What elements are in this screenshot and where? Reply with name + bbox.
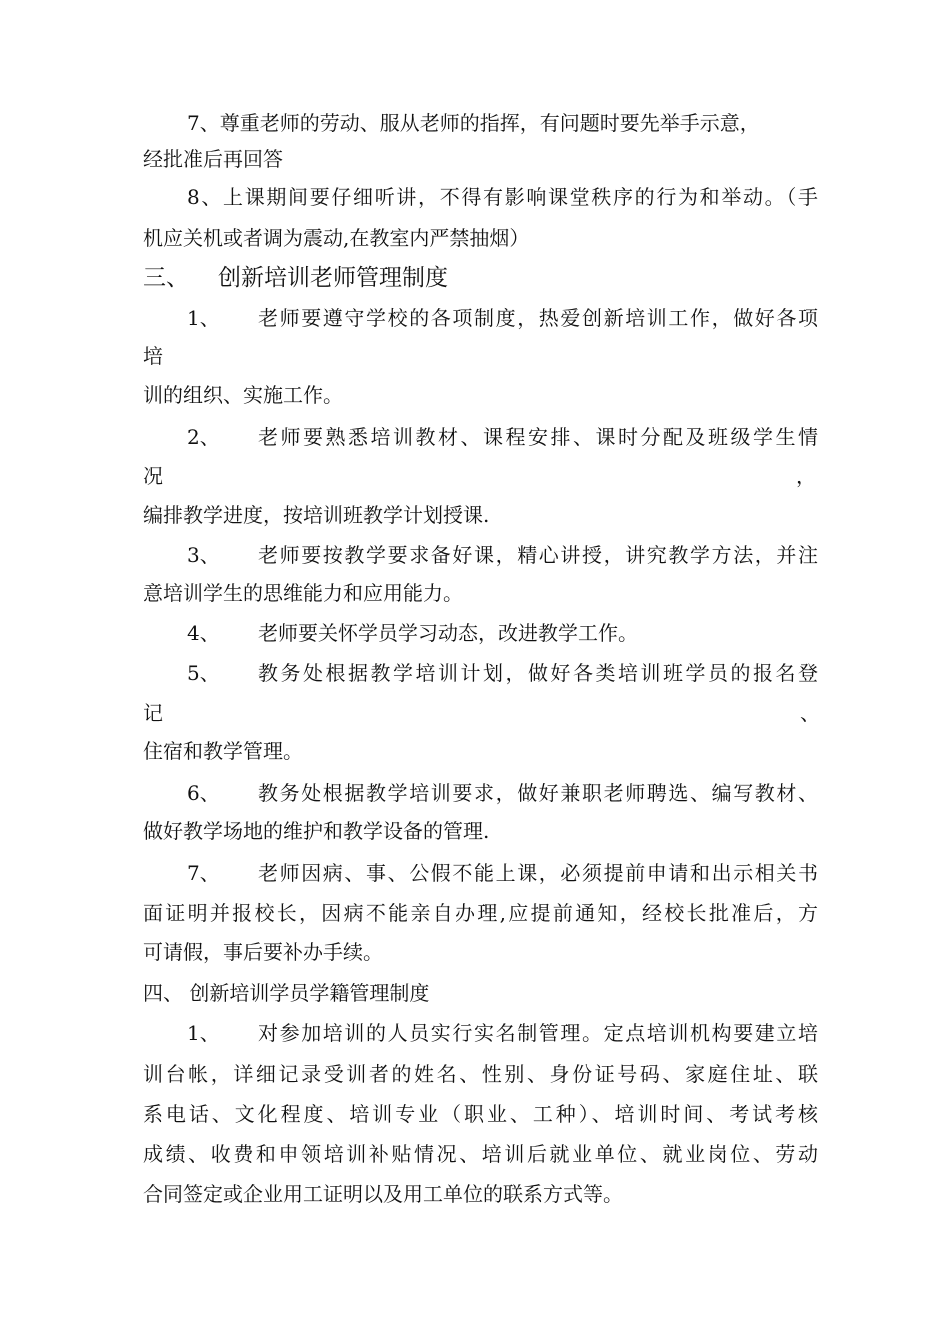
s3-item-5-line-2: 记 [143,701,163,725]
rule-8-line-1: 8、上课期间要仔细听讲，不得有影响课堂秩序的行为和举动。（手 [187,185,818,209]
section-3-number: 三、 [143,265,189,291]
s3-item-2-line-3: 编排教学进度，按培训班教学计划授课. [143,503,490,527]
s3-item-6-number: 6、 [187,781,220,805]
s3-item-5-line-1: 教务处根据教学培训计划，做好各类培训班学员的报名登 [258,661,818,685]
s3-item-4-line-1: 老师要关怀学员学习动态，改进教学工作。 [258,621,638,645]
rule-7-line-1: 7、尊重老师的劳动、服从老师的指挥，有问题时要先举手示意， [187,111,760,135]
s3-item-3-number: 3、 [187,543,220,567]
section-4-heading: 四、 创新培训学员学籍管理制度 [143,981,430,1005]
s4-item-1-line-2: 训台帐，详细记录受训者的姓名、性别、身份证号码、家庭住址、联 [143,1062,818,1086]
s3-item-7-line-3: 可请假，事后要补办手续。 [143,940,383,964]
s3-item-5-number: 5、 [187,661,220,685]
rule-7-line-2: 经批准后再回答 [143,147,283,171]
s3-item-7-number: 7、 [187,861,220,885]
s3-item-5-trailing-punct: 、 [800,701,820,725]
s4-item-1-line-1: 对参加培训的人员实行实名制管理。定点培训机构要建立培 [258,1021,818,1045]
s4-item-1-line-3: 系电话、文化程度、培训专业（职业、工种）、培训时间、考试考核 [143,1102,818,1126]
s4-item-1-line-5: 合同签定或企业用工证明以及用工单位的联系方式等。 [143,1182,623,1206]
s4-item-1-number: 1、 [187,1021,220,1045]
s3-item-1-line-3: 训的组织、实施工作。 [143,383,343,407]
s3-item-6-line-1: 教务处根据教学培训要求，做好兼职老师聘选、编写教材、 [258,781,818,805]
s3-item-6-line-2: 做好教学场地的维护和教学设备的管理. [143,819,490,843]
s3-item-1-line-2: 培 [143,344,163,368]
s3-item-5-line-3: 住宿和教学管理。 [143,739,303,763]
s4-item-1-line-4: 成绩、收费和申领培训补贴情况、培训后就业单位、就业岗位、劳动 [143,1142,818,1166]
s3-item-2-line-2: 况 [143,464,163,488]
s3-item-7-line-1: 老师因病、事、公假不能上课，必须提前申请和出示相关书 [258,861,818,885]
section-3-title: 创新培训老师管理制度 [218,265,448,291]
s3-item-1-line-1: 老师要遵守学校的各项制度，热爱创新培训工作，做好各项 [258,306,818,330]
s3-item-3-line-1: 老师要按教学要求备好课，精心讲授，讲究教学方法，并注 [258,543,818,567]
s3-item-2-trailing-punct: ， [796,464,816,488]
s3-item-3-line-2: 意培训学生的思维能力和应用能力。 [143,581,463,605]
s3-item-4-number: 4、 [187,621,220,645]
rule-8-line-2: 机应关机或者调为震动,在教室内严禁抽烟） [143,226,530,250]
s3-item-2-line-1: 老师要熟悉培训教材、课程安排、课时分配及班级学生情 [258,425,818,449]
s3-item-1-number: 1、 [187,306,220,330]
s3-item-7-line-2: 面证明并报校长，因病不能亲自办理,应提前通知，经校长批准后，方 [143,901,818,925]
s3-item-2-number: 2、 [187,425,220,449]
